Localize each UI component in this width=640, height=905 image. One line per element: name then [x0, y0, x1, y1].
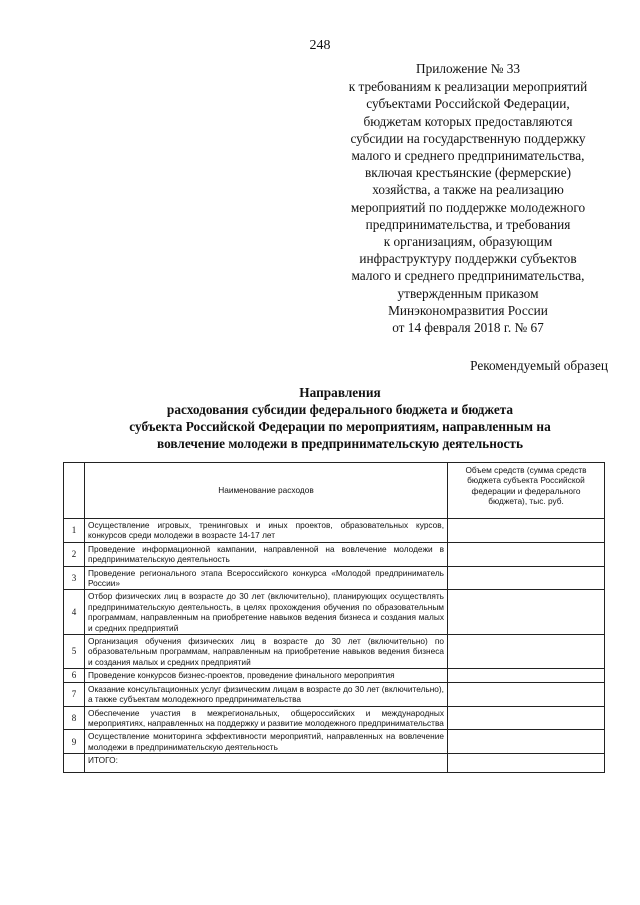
row-amount [448, 542, 605, 566]
appendix-line: субсидии на государственную поддержку [350, 130, 586, 146]
appendix-line: бюджетам которых предоставляются [363, 113, 573, 129]
row-number: 5 [64, 635, 85, 669]
table-row [64, 635, 605, 669]
appendix-line: субъектами Российской Федерации, [366, 96, 570, 112]
table-header-row [64, 463, 605, 519]
row-amount [448, 682, 605, 706]
row-amount [448, 635, 605, 669]
appendix-block [318, 60, 618, 336]
table-row [64, 566, 605, 590]
row-name: Осуществление мониторинга эффективности мероприятий, направленных на вовлечение молодежи в предпринимательскую деятельность [85, 730, 448, 754]
page-number: 248 [309, 38, 331, 53]
appendix-line: малого и среднего предпринимательства, [351, 148, 585, 164]
row-number: 8 [64, 706, 85, 730]
row-number: 2 [64, 542, 85, 566]
appendix-heading: Приложение № 33 [416, 61, 520, 76]
row-name: Проведение регионального этапа Всероссийского конкурса «Молодой предприниматель России» [85, 566, 448, 590]
title-line: Направления [299, 385, 381, 400]
row-number: 4 [64, 590, 85, 635]
appendix-line: Минэкономразвития России [388, 302, 548, 318]
appendix-line: предпринимательства, и требования [365, 216, 571, 232]
row-number: 6 [64, 669, 85, 682]
appendix-line: от 14 февраля 2018 г. № 67 [392, 320, 544, 336]
appendix-line: инфраструктуру поддержки субъектов [359, 251, 577, 267]
title-line: субъекта Российской Федерации по мероприятиям, направленным на [129, 419, 551, 434]
appendix-line: к требованиям к реализации мероприятий [348, 79, 588, 95]
row-name: Оказание консультационных услуг физическим лицам в возрасте до 30 лет (включительно), а также субъектам молодежного предпринимательства [85, 682, 448, 706]
header-num-cell [64, 463, 85, 519]
sample-label: Рекомендуемый образец [470, 358, 608, 373]
table-row [64, 669, 605, 682]
appendix-line: к организациям, образующим [383, 234, 553, 250]
total-row [64, 754, 605, 773]
table-row [64, 706, 605, 730]
header-amount-cell: Объем средств (сумма средств бюджета субъекта Российской федерации и федерального бюджета), тыс. руб. [448, 463, 605, 519]
row-name: Осуществление игровых, тренинговых и иных проектов, образовательных курсов, конкурсов среди молодежи в возрасте 14-17 лет [85, 519, 448, 543]
appendix-line: хозяйства, а также на реализацию [372, 182, 564, 198]
row-name: Отбор физических лиц в возрасте до 30 лет (включительно), планирующих осуществлять предпринимательскую деятельность, в целях прохождения обучения по образовательным программам, направленным на приобретение навыков ведения бизнеса и создания малых и средних предприятий [85, 590, 448, 635]
table-row [64, 730, 605, 754]
title-line: вовлечение молодежи в предпринимательскую деятельность [156, 436, 523, 451]
row-name: Организация обучения физических лиц в возрасте до 30 лет (включительно) по образовательным программам, направленным на приобретение навыков ведения бизнеса и создания малых и средних предприятий [85, 635, 448, 669]
row-number: 7 [64, 682, 85, 706]
total-num-cell [64, 754, 85, 773]
total-label: ИТОГО: [85, 754, 448, 773]
appendix-line: мероприятий по поддержке молодежного [350, 199, 586, 215]
row-amount [448, 590, 605, 635]
row-number: 1 [64, 519, 85, 543]
table-row [64, 542, 605, 566]
document-title [80, 384, 600, 452]
expense-table [63, 462, 605, 773]
row-name: Проведение информационной кампании, направленной на вовлечение молодежи в предпринимательскую деятельность [85, 542, 448, 566]
row-amount [448, 519, 605, 543]
row-amount [448, 566, 605, 590]
row-number: 3 [64, 566, 85, 590]
row-amount [448, 730, 605, 754]
appendix-line: утвержденным приказом [397, 285, 539, 301]
table-row [64, 519, 605, 543]
row-amount [448, 669, 605, 682]
appendix-line: включая крестьянские (фермерские) [364, 165, 572, 181]
title-line: расходования субсидии федерального бюджета и бюджета [166, 402, 514, 417]
table-row [64, 682, 605, 706]
header-name-cell: Наименование расходов [85, 463, 448, 519]
table-row [64, 590, 605, 635]
total-amount [448, 754, 605, 773]
row-name: Обеспечение участия в межрегиональных, общероссийских и международных мероприятиях, направленных на поддержку и развитие молодежного предпринимательства [85, 706, 448, 730]
row-number: 9 [64, 730, 85, 754]
appendix-line: малого и среднего предпринимательства, [351, 268, 585, 284]
row-amount [448, 706, 605, 730]
row-name: Проведение конкурсов бизнес-проектов, проведение финального мероприятия [85, 669, 448, 682]
